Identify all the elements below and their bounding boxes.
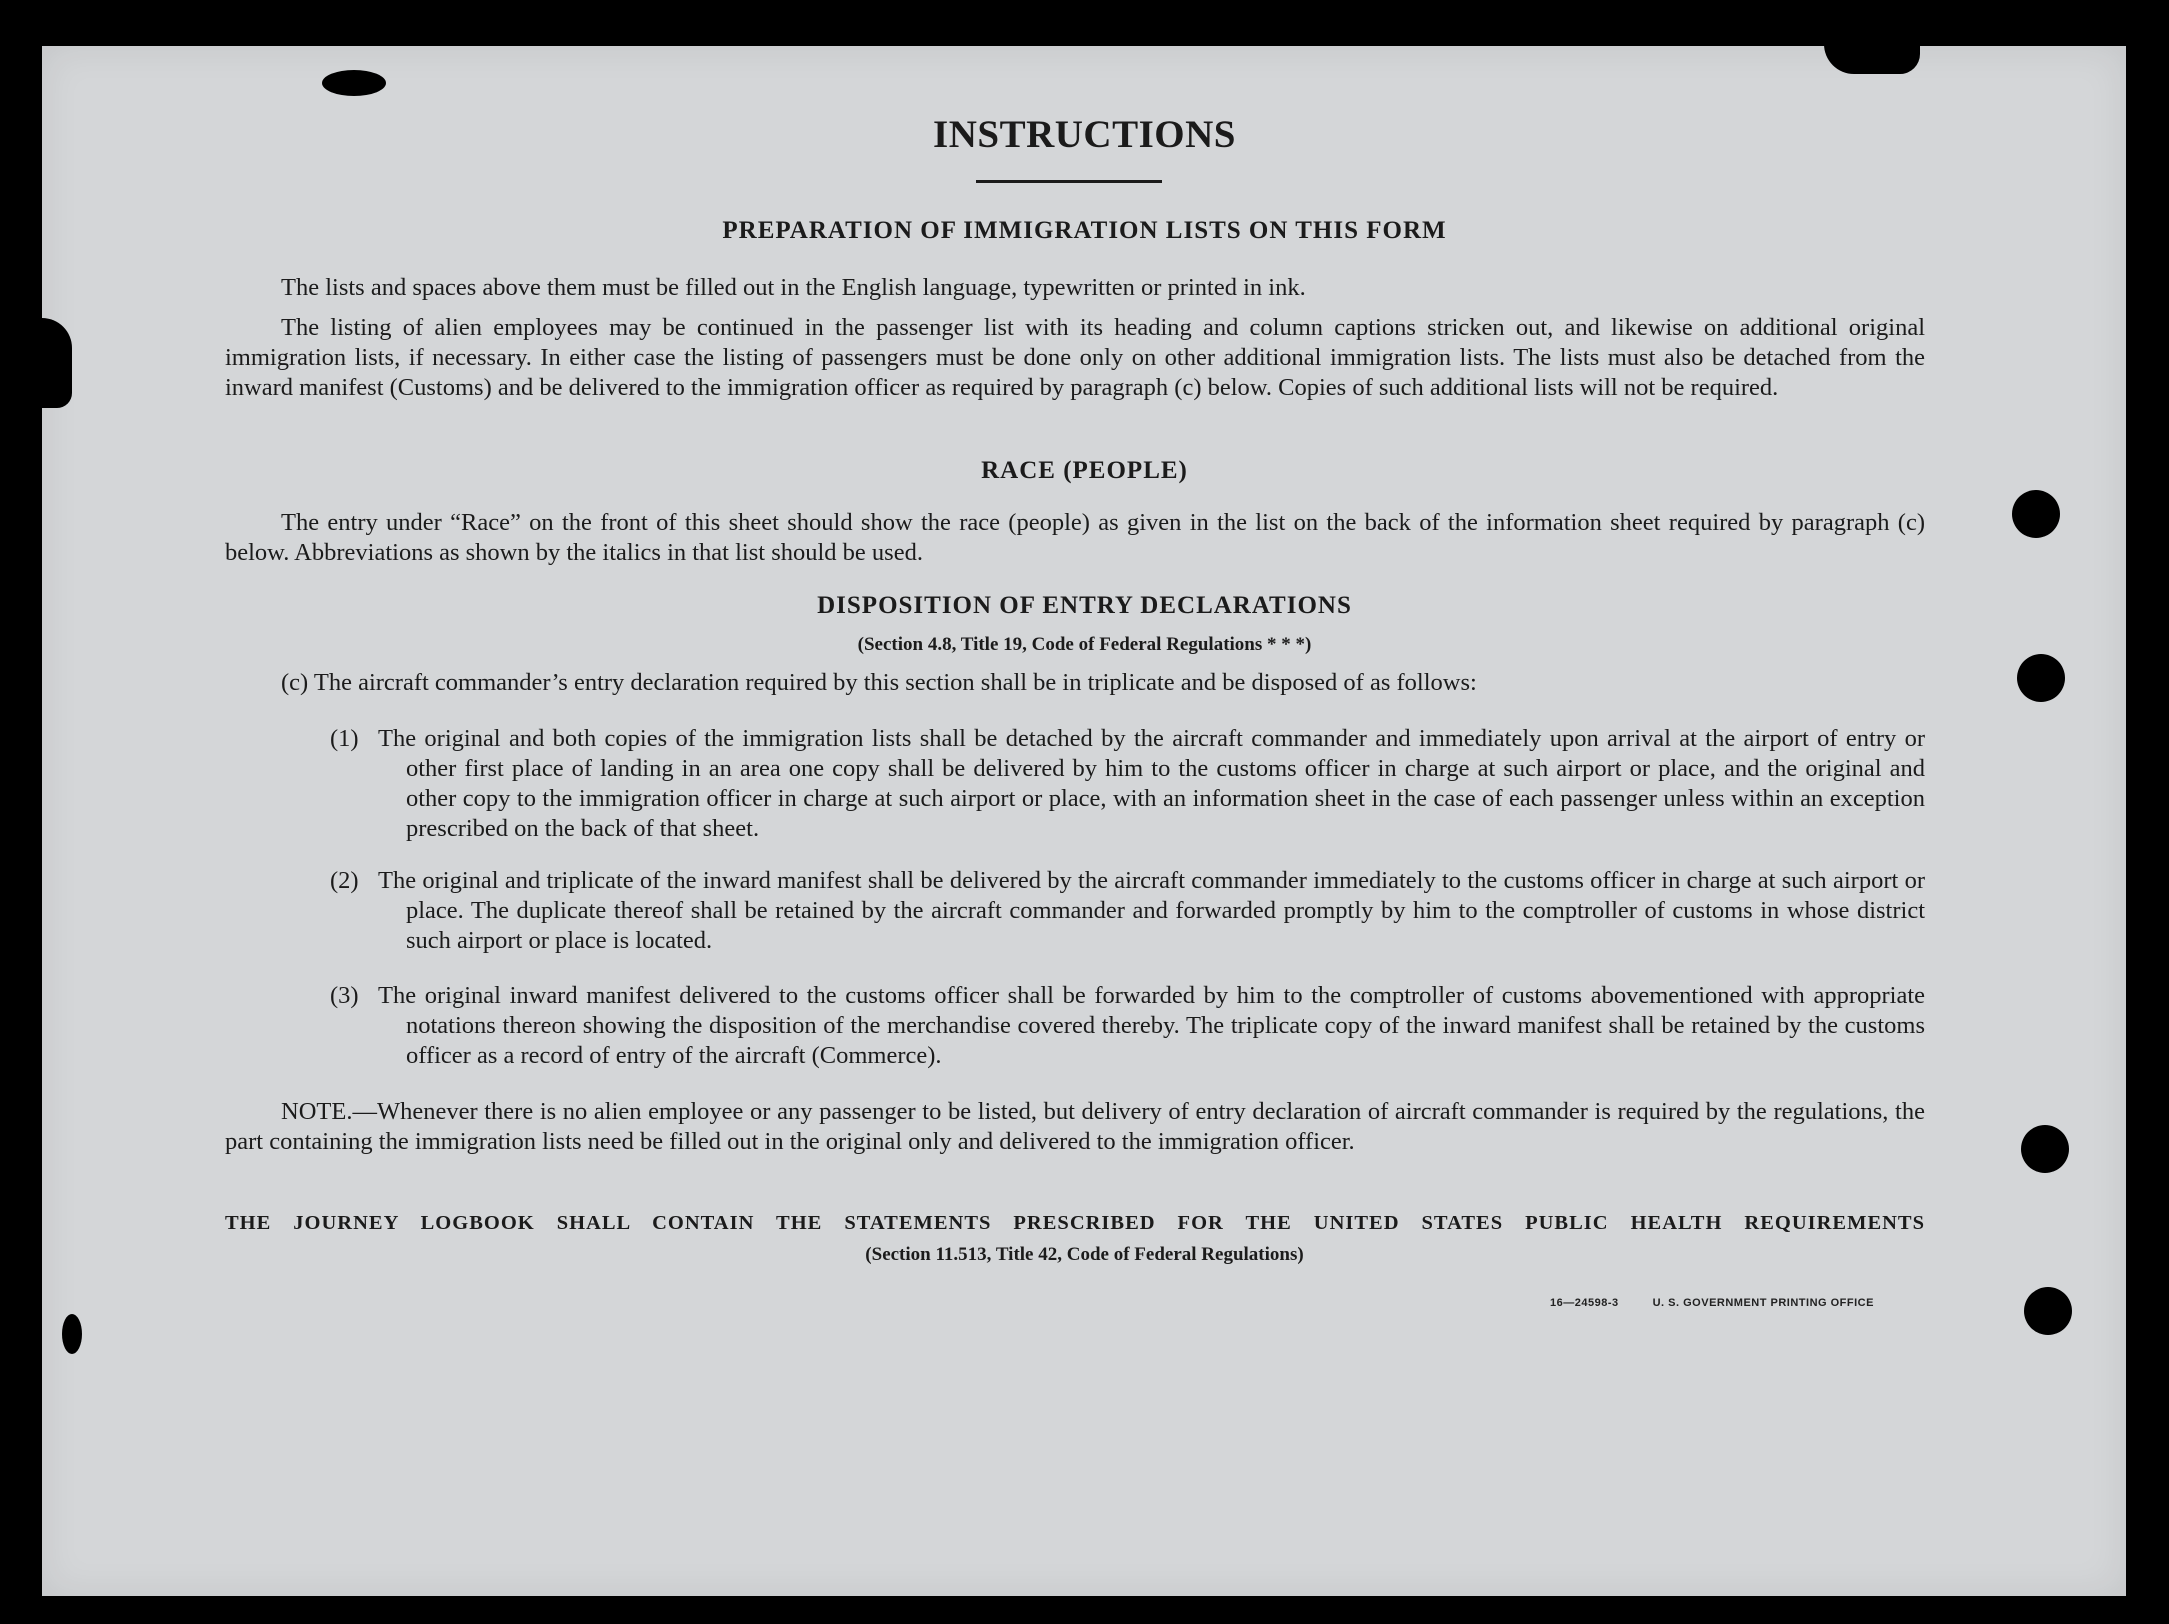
punch-hole: [2021, 1125, 2069, 1173]
list-item: (2) The original and triplicate of the inward manifest shall be delivered by the aircraft commander immediately to the customs officer in charge at such airport or place. The duplicate thereof shall be retained by the aircraft commander and forwarded promptly by him to the comptroller of customs in whose district such airport or place is located.: [330, 867, 1925, 954]
torn-edge: [1824, 40, 1920, 74]
torn-edge: [62, 1314, 82, 1354]
punch-hole: [2012, 490, 2060, 538]
torn-edge: [42, 318, 72, 408]
printer-imprint: U. S. GOVERNMENT PRINTING OFFICE: [1652, 1297, 1874, 1309]
form-number: 16—24598-3: [1550, 1297, 1619, 1309]
paragraph-intro: (c) The aircraft commander’s entry declaration required by this section shall be in triplicate and be disposed of as follows:: [281, 669, 1477, 696]
paragraph-race: The entry under “Race” on the front of this sheet should show the race (people) as given in the list on the back of the information sheet required by paragraph (c) below. Abbreviations as shown by the italics in that list should be used.: [225, 509, 1925, 566]
paragraph-note: NOTE.—Whenever there is no alien employee or any passenger to be listed, but delivery of entry declaration of aircraft commander is required by the regulations, the part containing the immigration lists need be filled out in the original only and delivered to the immigration officer.: [225, 1098, 1925, 1155]
section-citation: (Section 4.8, Title 19, Code of Federal Regulations * * *): [857, 634, 1312, 655]
paragraph-alien-employees: The listing of alien employees may be continued in the passenger list with its heading and column captions stricken out, and likewise on additional original immigration lists, if necessary. In either case the listing of passengers must be done only on other additional immigration lists. The lists must also be detached from the inward manifest (Customs) and be delivered to the immigration officer as required by paragraph (c) below. Copies of such additional lists will not be required.: [225, 314, 1925, 401]
paragraph-language: The lists and spaces above them must be filled out in the English language, typewritten or printed in ink.: [281, 274, 1306, 301]
punch-hole: [2024, 1287, 2072, 1335]
section-heading-disposition: DISPOSITION OF ENTRY DECLARATIONS: [817, 592, 1352, 619]
footer-citation: (Section 11.513, Title 42, Code of Federal Regulations): [865, 1244, 1304, 1265]
section-heading-preparation: PREPARATION OF IMMIGRATION LISTS ON THIS FORM: [722, 217, 1447, 244]
title-divider: [976, 180, 1162, 183]
ink-blot: [322, 70, 386, 96]
print-code: [1550, 1297, 1874, 1309]
footer-statement: THE JOURNEY LOGBOOK SHALL CONTAIN THE STATEMENTS PRESCRIBED FOR THE UNITED STATES PUBLIC HEALTH REQUIREMENTS: [225, 1212, 1925, 1234]
punch-hole: [2017, 654, 2065, 702]
list-item: (3) The original inward manifest delivered to the customs officer shall be forwarded by him to the comptroller of customs abovementioned with appropriate notations thereon showing the disposition of the merchandise covered thereby. The triplicate copy of the inward manifest shall be retained by the customs officer as a record of entry of the aircraft (Commerce).: [330, 982, 1925, 1069]
list-item: (1) The original and both copies of the immigration lists shall be detached by the aircraft commander and immediately upon arrival at the airport of entry or other first place of landing in an area one copy shall be delivered by him to the customs officer in charge at such airport or place, and the original and other copy to the immigration officer in charge at such airport or place, with an information sheet in the case of each passenger unless within an exception prescribed on the back of that sheet.: [330, 725, 1925, 842]
page-title: INSTRUCTIONS: [933, 113, 1236, 156]
section-heading-race: RACE (PEOPLE): [981, 457, 1188, 484]
